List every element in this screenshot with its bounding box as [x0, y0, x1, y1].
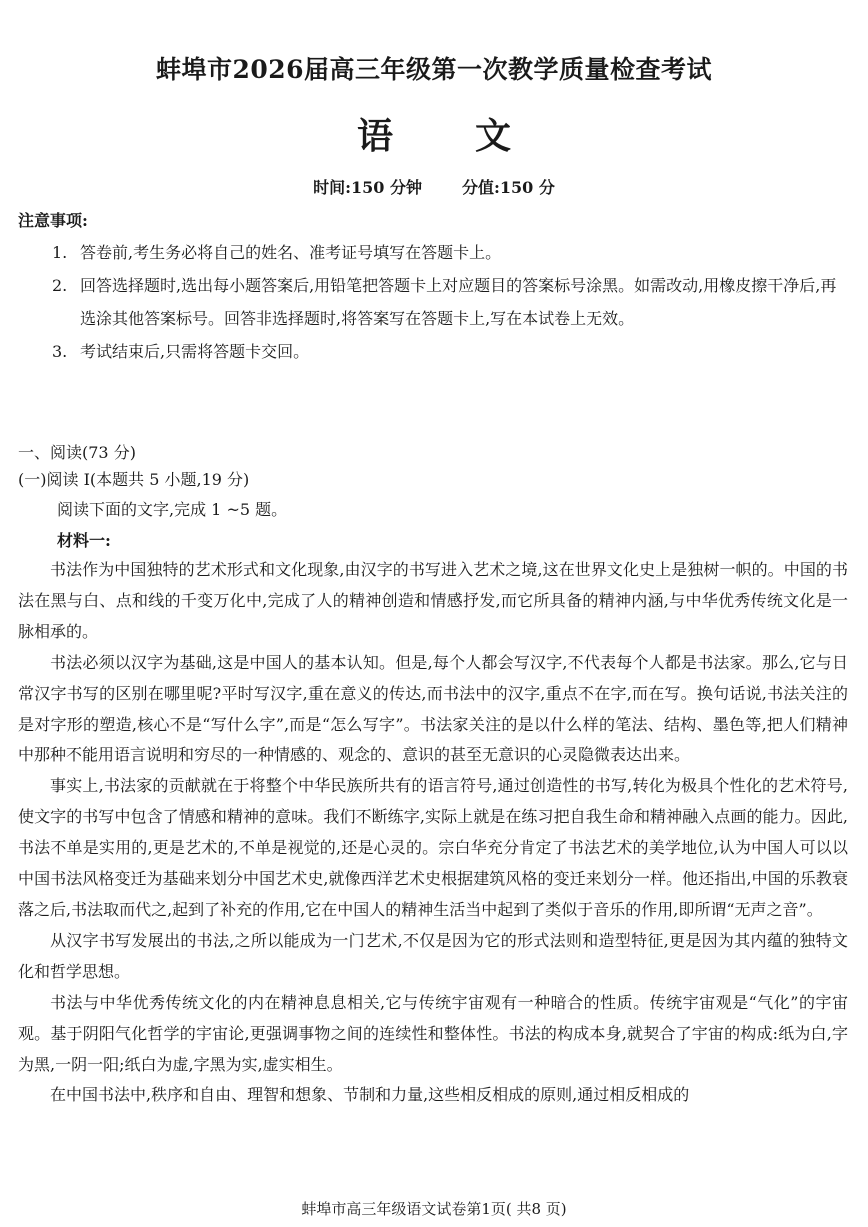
- notice-item-text: 回答选择题时,选出每小题答案后,用铅笔把答题卡上对应题目的答案标号涂黑。如需改动,用橡皮擦干净后,再选涂其他答案标号。回答非选择题时,将答案写在答题卡上,写在本试卷上无效。: [80, 276, 837, 328]
- notice-item-text: 考试结束后,只需将答题卡交回。: [80, 342, 310, 361]
- section-heading: 一、阅读(73 分): [18, 443, 136, 462]
- notice-item-number: 3.: [52, 342, 68, 361]
- subject-char-2: 文: [475, 115, 512, 157]
- notice-heading: 注意事项:: [18, 211, 88, 230]
- subject-title: [0, 108, 868, 159]
- notice-item: [52, 269, 852, 335]
- passage-body: [18, 555, 848, 1111]
- passage-paragraph: 从汉字书写发展出的书法,之所以能成为一门艺术,不仅是因为它的形式法则和造型特征,更是因为其内蕴的独特文化和哲学思想。: [18, 930, 848, 981]
- passage-paragraph: 书法必须以汉字为基础,这是中国人的基本认知。但是,每个人都会写汉字,不代表每个人都是书法家。那么,它与日常汉字书写的区别在哪里呢?平时写汉字,重在意义的传达,而书法中的汉字,重点不在字,而在写。换句话说,书法关注的是对字形的塑造,核心不是“写什么字”,而是“怎么写字”。书法家关注的是以什么样的笔法、结构、墨色等,把人们精神中那种不能用语言说明和穷尽的一种情感的、观念的、意识的甚至无意识的心灵隐微表达出来。: [18, 652, 848, 765]
- notice-item: [52, 335, 852, 368]
- exam-time: 时间:150 分钟: [313, 178, 422, 197]
- exam-score: 分值:150 分: [462, 178, 555, 197]
- material-label: 材料一:: [57, 531, 111, 550]
- exam-meta: [0, 175, 868, 198]
- reading-instruction: 阅读下面的文字,完成 1 ~5 题。: [57, 500, 288, 519]
- notice-item-number: 2.: [52, 276, 68, 295]
- passage-paragraph: 在中国书法中,秩序和自由、理智和想象、节制和力量,这些相反相成的原则,通过相反相成的: [50, 1085, 690, 1105]
- exam-title: 蚌埠市2026届高三年级第一次教学质量检查考试: [155, 55, 713, 84]
- notice-list: [52, 236, 852, 368]
- passage-paragraph: 事实上,书法家的贡献就在于将整个中华民族所共有的语言符号,通过创造性的书写,转化为极具个性化的艺术符号,使文字的书写中包含了情感和精神的意味。我们不断练字,实际上就是在练习把自我生命和精神融入点画的能力。因此,书法不单是实用的,更是艺术的,不单是视觉的,还是心灵的。宗白华充分肯定了书法艺术的美学地位,认为中国人可以以中国书法风格变迁为基础来划分中国艺术史,就像西洋艺术史根据建筑风格的变迁来划分一样。他还指出,中国的乐教衰落之后,书法取而代之,起到了补充的作用,它在中国人的精神生活当中起到了类似于音乐的作用,即所谓“无声之音”。: [18, 776, 848, 919]
- notice-item-number: 1.: [52, 243, 68, 262]
- subject-char-1: 语: [356, 115, 393, 157]
- page-footer: 蚌埠市高三年级语文试卷第1页( 共8 页): [301, 1200, 567, 1218]
- passage-paragraph: 书法作为中国独特的艺术形式和文化现象,由汉字的书写进入艺术之境,这在世界文化史上是独树一帜的。中国的书法在黑与白、点和线的千变万化中,完成了人的精神创造和情感抒发,而它所具备的精神内涵,与中华优秀传统文化是一脉相承的。: [18, 560, 848, 641]
- subsection-heading: (一)阅读 I(本题共 5 小题,19 分): [18, 470, 250, 489]
- notice-item-text: 答卷前,考生务必将自己的姓名、准考证号填写在答题卡上。: [80, 243, 502, 262]
- notice-item: [52, 236, 852, 269]
- passage-paragraph: 书法与中华优秀传统文化的内在精神息息相关,它与传统宇宙观有一种暗合的性质。传统宇宙观是“气化”的宇宙观。基于阴阳气化哲学的宇宙论,更强调事物之间的连续性和整体性。书法的构成本身,就契合了宇宙的构成:纸为白,字为黑,一阴一阳;纸白为虚,字黑为实,虚实相生。: [18, 992, 848, 1074]
